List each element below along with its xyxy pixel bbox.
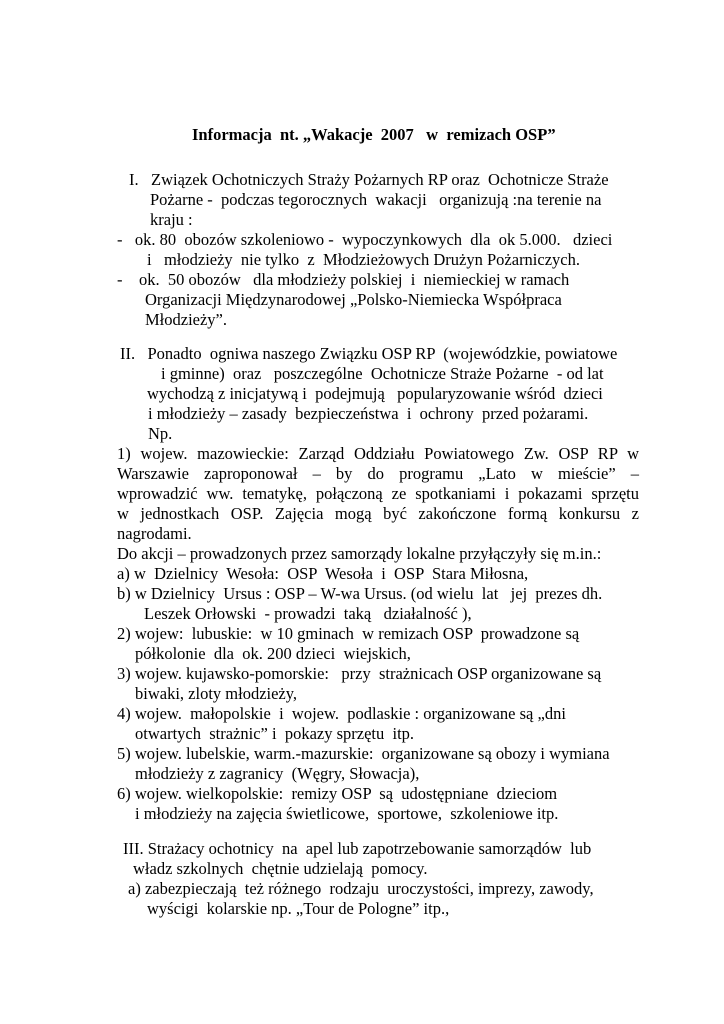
section1-line: - ok. 80 obozów szkoleniowo - wypoczynkowych dla ok 5.000. dzieci (117, 230, 613, 249)
section1-line: Organizacji Międzynarodowej „Polsko-Niemiecka Współpraca (145, 290, 562, 309)
section2-line: 1) wojew. mazowieckie: Zarząd Oddziału Powiatowego Zw. OSP RP w (117, 444, 639, 463)
section2-line: 5) wojew. lubelskie, warm.-mazurskie: organizowane są obozy i wymiana (117, 744, 610, 763)
section2-line: Do akcji – prowadzonych przez samorządy lokalne przyłączyły się m.in.: (117, 544, 602, 563)
section1-line: i młodzieży nie tylko z Młodzieżowych Drużyn Pożarniczych. (147, 250, 580, 269)
section2-line: wychodzą z inicjatywą i podejmują popularyzowanie wśród dzieci (147, 384, 603, 403)
section2-line: młodzieży z zagranicy (Węgry, Słowacja), (135, 764, 420, 783)
section3-line: III. Strażacy ochotnicy na apel lub zapotrzebowanie samorządów lub (123, 839, 592, 858)
section2-line: w jednostkach OSP. Zajęcia mogą być zakończone formą konkursu z (117, 504, 639, 523)
section2-line: i młodzieży – zasady bezpieczeństwa i ochrony przed pożarami. (148, 404, 589, 423)
section2-line: wprowadzić ww. tematykę, połączoną ze spotkaniami i pokazami sprzętu (117, 484, 639, 503)
section2-line: 2) wojew: lubuskie: w 10 gminach w remizach OSP prowadzone są (117, 624, 580, 643)
section2-line: Leszek Orłowski - prowadzi taką działalność ), (144, 604, 472, 623)
section3-line: wyścigi kolarskie np. „Tour de Pologne” itp., (147, 899, 450, 918)
section3-line: władz szkolnych chętnie udzielają pomocy. (133, 859, 428, 878)
document-title: Informacja nt. „Wakacje 2007 w remizach OSP” (192, 125, 556, 144)
section2-line: 6) wojew. wielkopolskie: remizy OSP są udostępniane dzieciom (117, 784, 558, 803)
section1-line: Młodzieży”. (145, 310, 228, 329)
section3-line: a) zabezpieczają też różnego rodzaju uroczystości, imprezy, zawody, (128, 879, 594, 898)
section2-line: Np. (148, 424, 173, 443)
section2-line: i gminne) oraz poszczególne Ochotnicze Straże Pożarne - od lat (161, 364, 604, 383)
section1-line: Pożarne - podczas tegorocznych wakacji organizują :na terenie na (150, 190, 602, 209)
section1-line: I. Związek Ochotniczych Straży Pożarnych RP oraz Ochotnicze Straże (129, 170, 609, 189)
section2-line: nagrodami. (117, 524, 192, 543)
section1-line: - ok. 50 obozów dla młodzieży polskiej i niemieckiej w ramach (117, 270, 570, 289)
section2-line: b) w Dzielnicy Ursus : OSP – W-wa Ursus. (od wielu lat jej prezes dh. (117, 584, 603, 603)
section2-line: biwaki, zloty młodzieży, (135, 684, 298, 703)
section2-line: 4) wojew. małopolskie i wojew. podlaskie : organizowane są „dni (117, 704, 566, 723)
section2-line: i młodzieży na zajęcia świetlicowe, sportowe, szkoleniowe itp. (135, 804, 559, 823)
section2-line: półkolonie dla ok. 200 dzieci wiejskich, (135, 644, 411, 663)
section2-line: otwartych strażnic” i pokazy sprzętu itp. (135, 724, 415, 743)
section2-line: a) w Dzielnicy Wesoła: OSP Wesoła i OSP Stara Miłosna, (117, 564, 529, 583)
section2-line: Warszawie zaproponował – by do programu „Lato w mieście” – (117, 464, 639, 483)
section2-line: 3) wojew. kujawsko-pomorskie: przy strażnicach OSP organizowane są (117, 664, 602, 683)
section2-line: II. Ponadto ogniwa naszego Związku OSP RP (wojewódzkie, powiatowe (120, 344, 618, 363)
section1-line: kraju : (150, 210, 193, 229)
